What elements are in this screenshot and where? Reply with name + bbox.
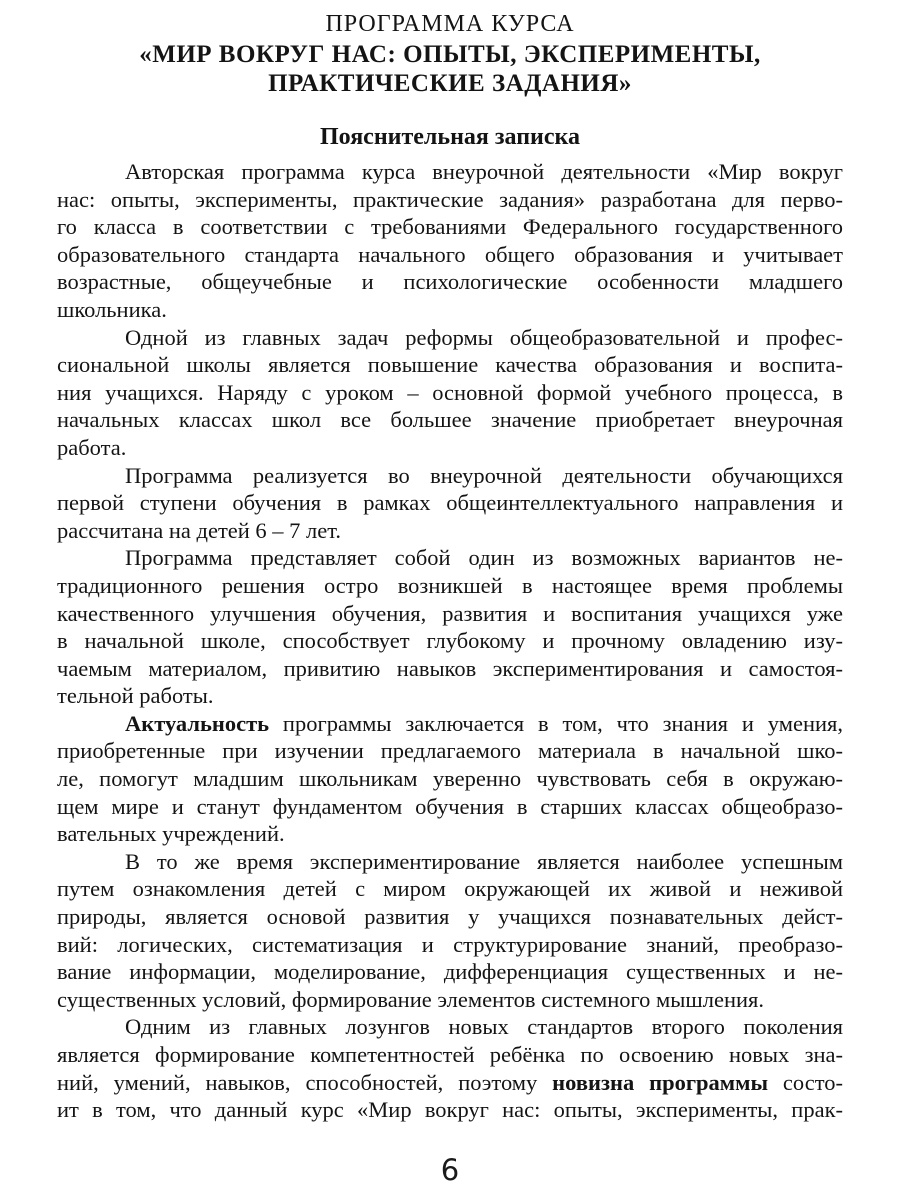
- text-line: [57, 517, 843, 545]
- paragraph: [57, 324, 843, 462]
- text-line: [57, 958, 843, 986]
- text-line: [57, 1013, 843, 1041]
- text-segment: образовательного стандарта начального общего образования и учитывает: [57, 241, 843, 267]
- text-line: [57, 241, 843, 269]
- text-segment: начальных классах школ все большее значение приобретает внеурочная: [57, 407, 843, 433]
- text-segment: первой ступени обучения в рамках общеинтеллектуального направления и: [57, 490, 843, 516]
- text-segment: Программа реализуется во внеурочной деятельности обучающихся: [125, 462, 843, 488]
- paragraph: [57, 462, 843, 545]
- text-line: [57, 158, 843, 186]
- text-segment: В то же время экспериментирование является наиболее успешным: [125, 848, 843, 874]
- text-segment: программы заключается в том, что знания и умения,: [269, 710, 843, 736]
- document-body: [57, 158, 843, 1124]
- text-segment: го класса в соответствии с требованиями Федерального государственного: [57, 214, 843, 240]
- text-line: [57, 406, 843, 434]
- text-segment: работа.: [57, 434, 127, 460]
- text-segment: Авторская программа курса внеурочной деятельности «Мир вокруг: [125, 159, 843, 184]
- text-line: [57, 324, 843, 352]
- bold-text-segment: новизна программы: [552, 1069, 769, 1095]
- section-heading: Пояснительная записка: [319, 124, 580, 150]
- text-line: [57, 544, 843, 572]
- course-title-line2: «МИР ВОКРУГ НАС: ОПЫТЫ, ЭКСПЕРИМЕНТЫ,: [139, 41, 761, 68]
- text-segment: качественного улучшения обучения, развития и воспитания учащихся уже: [57, 600, 843, 626]
- text-line: [57, 1041, 843, 1069]
- text-line: [57, 875, 843, 903]
- course-title: [0, 8, 900, 98]
- bold-text-segment: Актуальность: [125, 710, 270, 736]
- text-line: [57, 213, 843, 241]
- text-segment: нас: опыты, эксперименты, практические задания» разработана для перво-: [57, 186, 843, 212]
- paragraph: [57, 710, 843, 848]
- text-line: [57, 765, 843, 793]
- text-line: [57, 434, 843, 462]
- text-segment: чаемым материалом, привитию навыков экспериментирования и самостоя-: [57, 655, 843, 681]
- text-line: [57, 1096, 843, 1124]
- text-segment: рассчитана на детей 6 – 7 лет.: [57, 517, 342, 543]
- text-segment: вий: логических, систематизация и структурирование знаний, преобразо-: [57, 931, 843, 957]
- paragraph: [57, 158, 843, 324]
- text-segment: щем мире и станут фундаментом обучения в старших классах общеобразо-: [57, 793, 843, 819]
- text-segment: состо-: [768, 1069, 843, 1095]
- text-line: [57, 820, 843, 848]
- text-segment: Одной из главных задач реформы общеобразовательной и профес-: [125, 324, 843, 350]
- course-title-line1: ПРОГРАММА КУРСА: [325, 11, 575, 37]
- text-line: [57, 931, 843, 959]
- text-line: [57, 268, 843, 296]
- text-segment: тельной работы.: [57, 683, 214, 709]
- page-number: 6: [440, 1153, 460, 1187]
- text-line: [57, 462, 843, 490]
- text-segment: Программа представляет собой один из возможных вариантов не-: [125, 545, 843, 571]
- text-line: [57, 710, 843, 738]
- text-line: [57, 351, 843, 379]
- text-line: [57, 379, 843, 407]
- text-segment: в начальной школе, способствует глубокому и прочному овладению изу-: [57, 628, 843, 654]
- text-line: [57, 296, 843, 324]
- text-line: [57, 682, 843, 710]
- text-line: [57, 627, 843, 655]
- text-segment: сиональной школы является повышение качества образования и воспита-: [57, 352, 843, 378]
- text-segment: вание информации, моделирование, дифференциация существенных и не-: [57, 959, 843, 985]
- text-segment: природы, является основой развития у учащихся познавательных дейст-: [57, 904, 843, 930]
- text-segment: ний, умений, навыков, способностей, поэтому: [57, 1069, 553, 1095]
- text-segment: ния учащихся. Наряду с уроком – основной формой учебного процесса, в: [57, 379, 843, 405]
- text-line: [57, 1069, 843, 1097]
- text-line: [57, 489, 843, 517]
- text-segment: ле, помогут младшим школьникам уверенно чувствовать себя в окружаю-: [57, 766, 843, 792]
- text-segment: является формирование компетентностей ребёнка по освоению новых зна-: [57, 1042, 843, 1067]
- text-line: [57, 986, 843, 1014]
- text-line: [57, 655, 843, 683]
- text-line: [57, 186, 843, 214]
- paragraph: [57, 544, 843, 710]
- text-line: [57, 793, 843, 821]
- course-title-line3: ПРАКТИЧЕСКИЕ ЗАДАНИЯ»: [268, 70, 632, 97]
- text-line: [57, 903, 843, 931]
- text-segment: традиционного решения остро возникшей в настоящее время проблемы: [57, 572, 843, 598]
- text-segment: ит в том, что данный курс «Мир вокруг нас: опыты, эксперименты, прак-: [57, 1097, 843, 1123]
- text-segment: возрастные, общеучебные и психологические особенности младшего: [57, 269, 843, 295]
- text-line: [57, 600, 843, 628]
- text-line: [57, 848, 843, 876]
- text-line: [57, 737, 843, 765]
- paragraph: [57, 1013, 843, 1123]
- paragraph: [57, 848, 843, 1014]
- text-segment: школьника.: [57, 296, 167, 322]
- text-segment: приобретенные при изучении предлагаемого материала в начальной шко-: [57, 738, 843, 764]
- text-segment: существенных условий, формирование элементов системного мышления.: [57, 986, 765, 1012]
- text-line: [57, 572, 843, 600]
- text-segment: путем ознакомления детей с миром окружающей их живой и неживой: [57, 876, 843, 902]
- text-segment: вательных учреждений.: [57, 821, 285, 847]
- text-segment: Одним из главных лозунгов новых стандартов второго поколения: [125, 1014, 843, 1040]
